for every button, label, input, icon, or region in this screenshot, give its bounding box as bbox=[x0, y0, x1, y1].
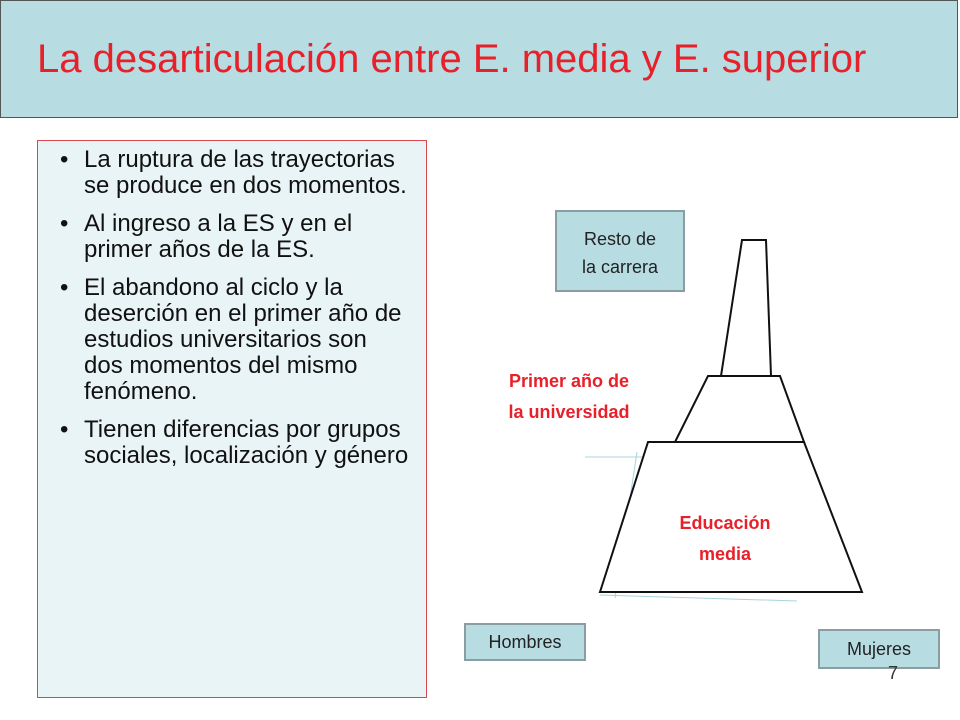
bullet-marker: • bbox=[60, 210, 69, 237]
hombres-label: Hombres bbox=[464, 623, 586, 661]
slide-title: La desarticulación entre E. media y E. superior bbox=[37, 37, 867, 81]
tier-primer-ano bbox=[675, 376, 804, 442]
educacion-line-2: media bbox=[698, 544, 752, 564]
bullet-text: El abandono al ciclo y la deserción en el primer año de estudios universitarios son dos momentos del mismo fenómeno. bbox=[84, 274, 402, 405]
guide-line bbox=[600, 595, 797, 601]
educacion-media-label bbox=[660, 508, 790, 570]
bullet-text: La ruptura de las trayectorias se produce en dos momentos. bbox=[84, 146, 407, 199]
bullet-text: Al ingreso a la ES y en el primer años de la ES. bbox=[84, 210, 353, 263]
primer-ano-label bbox=[478, 366, 660, 428]
educacion-line-1: Educación bbox=[679, 513, 771, 533]
mujeres-label: Mujeres bbox=[818, 629, 940, 669]
bullet-marker: • bbox=[60, 146, 69, 173]
bullet-text: Tienen diferencias por grupos sociales, localización y género bbox=[84, 416, 409, 469]
resto-line-1: Resto de bbox=[583, 229, 657, 249]
resto-line-2: la carrera bbox=[581, 257, 659, 277]
primer-line-2: la universidad bbox=[508, 402, 630, 422]
resto-carrera-label bbox=[555, 210, 685, 292]
primer-line-1: Primer año de bbox=[508, 371, 630, 391]
bullet-marker: • bbox=[60, 274, 69, 301]
tier-resto-carrera bbox=[721, 240, 771, 376]
bullet-marker: • bbox=[60, 416, 69, 443]
page-number: 7 bbox=[888, 663, 899, 683]
